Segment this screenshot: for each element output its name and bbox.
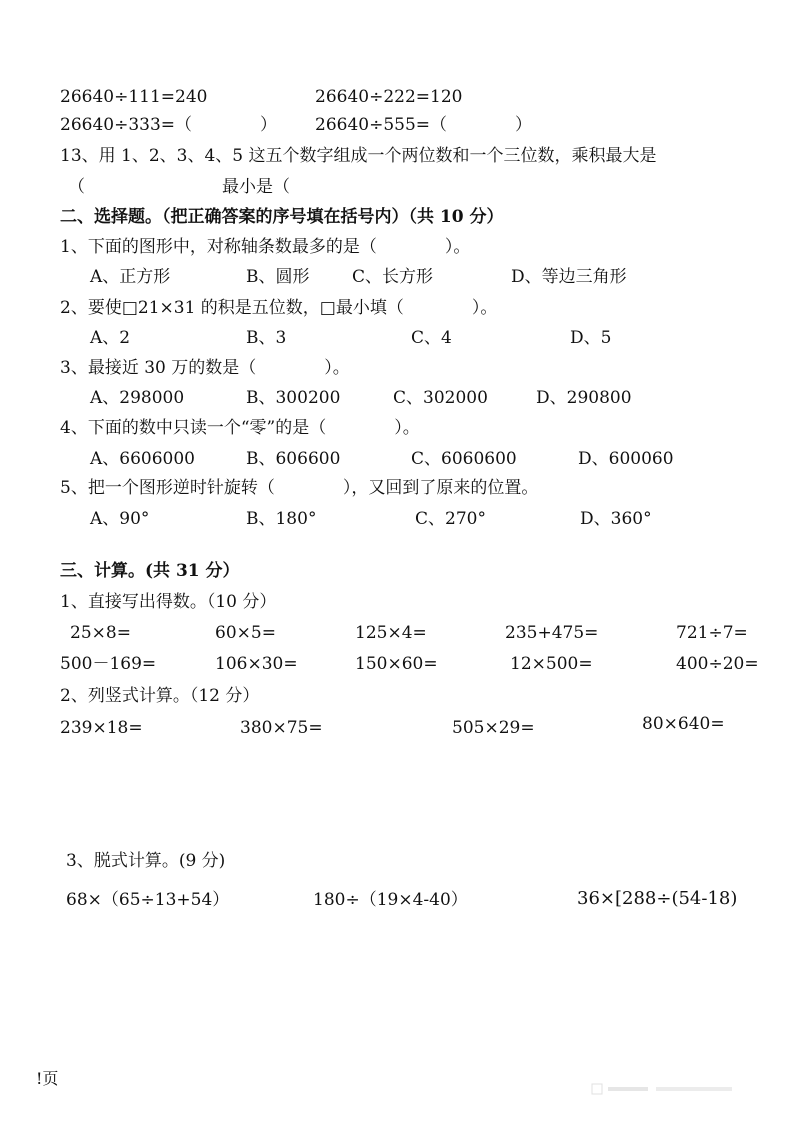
oral-calc-4: 235+475=: [505, 623, 599, 643]
oral-calc-8: 150×60=: [355, 654, 438, 674]
option-3c: C、302000: [393, 388, 488, 408]
stepwise-calc-3: 36×[288÷(54-18): [577, 888, 738, 909]
stepwise-calc-2: 180÷（19×4-40）: [313, 890, 468, 910]
choice-question-4: 4、下面的数中只读一个“零”的是（ ）。: [60, 418, 420, 438]
oral-calc-5: 721÷7=: [676, 623, 748, 643]
oral-calc-6: 500－169=: [60, 654, 157, 674]
option-5a: A、90°: [90, 509, 150, 529]
option-1a: A、正方形: [90, 267, 171, 287]
option-4d: D、600060: [578, 449, 674, 469]
vertical-calc-3: 505×29=: [452, 718, 535, 738]
option-4a: A、6606000: [90, 449, 195, 469]
section-2-title: 二、选择题。（把正确答案的序号填在括号内）（共 10 分）: [60, 207, 504, 227]
oral-calc-1: 25×8=: [70, 623, 131, 643]
option-2a: A、2: [90, 328, 131, 348]
choice-question-5: 5、把一个图形逆时针旋转（ ），又回到了原来的位置。: [60, 478, 539, 498]
part-2-title: 2、列竖式计算。（12 分）: [60, 686, 260, 706]
page-number-label: !页: [36, 1069, 59, 1088]
part-1-title: 1、直接写出得数。（10 分）: [60, 592, 277, 612]
option-5d: D、360°: [580, 509, 652, 529]
division-eq-4: 26640÷555=（ ）: [315, 115, 533, 135]
question-13-max-paren: （: [68, 177, 85, 197]
division-eq-2: 26640÷222=120: [315, 87, 463, 107]
option-1b: B、圆形: [246, 267, 310, 287]
option-1d: D、等边三角形: [511, 267, 627, 287]
vertical-calc-1: 239×18=: [60, 718, 143, 738]
option-2d: D、5: [570, 328, 612, 348]
oral-calc-9: 12×500=: [510, 654, 593, 674]
oral-calc-10: 400÷20=: [676, 654, 759, 674]
option-4c: C、6060600: [411, 449, 517, 469]
option-3d: D、290800: [536, 388, 632, 408]
option-2b: B、3: [246, 328, 287, 348]
watermark-graphic: [590, 1078, 740, 1100]
oral-calc-7: 106×30=: [215, 654, 298, 674]
oral-calc-3: 125×4=: [355, 623, 427, 643]
oral-calc-2: 60×5=: [215, 623, 276, 643]
option-4b: B、606600: [246, 449, 341, 469]
option-5b: B、180°: [246, 509, 317, 529]
division-eq-3: 26640÷333=（ ）: [60, 115, 278, 135]
vertical-calc-4: 80×640=: [642, 714, 725, 734]
option-3a: A、298000: [90, 388, 185, 408]
choice-question-2: 2、要使□21×31 的积是五位数，□最小填（ ）。: [60, 298, 498, 318]
vertical-calc-2: 380×75=: [240, 718, 323, 738]
question-13-min-label: 最小是（: [222, 177, 290, 197]
option-1c: C、长方形: [352, 267, 434, 287]
option-5c: C、270°: [415, 509, 486, 529]
question-13: 13、用 1、2、3、4、5 这五个数字组成一个两位数和一个三位数，乘积最大是: [60, 146, 657, 166]
stepwise-calc-1: 68×（65÷13+54）: [66, 890, 230, 910]
option-3b: B、300200: [246, 388, 341, 408]
section-3-title: 三、计算。(共 31 分）: [60, 561, 240, 581]
part-3-title: 3、脱式计算。(9 分): [66, 851, 226, 871]
choice-question-3: 3、最接近 30 万的数是（ ）。: [60, 358, 350, 378]
choice-question-1: 1、下面的图形中，对称轴条数最多的是（ ）。: [60, 237, 471, 257]
option-2c: C、4: [411, 328, 452, 348]
division-eq-1: 26640÷111=240: [60, 87, 208, 107]
